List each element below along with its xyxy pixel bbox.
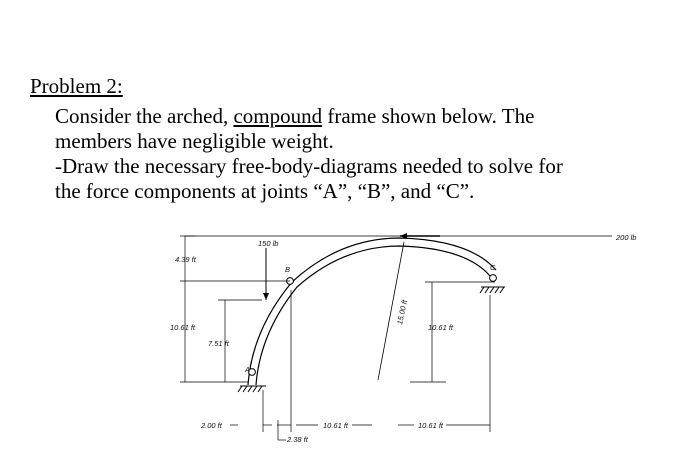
- dim-radius: 15.00 ft: [395, 299, 410, 326]
- dim-base-mid: 10.61 ft: [323, 421, 349, 430]
- bottom-dimension-lines: [230, 290, 490, 440]
- dim-top-height: 4.39 ft: [175, 255, 196, 264]
- arch-member: [248, 238, 496, 385]
- left-dimension-lines: [180, 236, 290, 382]
- statement-line-3: -Draw the necessary free-body-diagrams needed to solve for: [55, 154, 563, 178]
- pin-c: [490, 275, 497, 282]
- ground-support-c: [480, 287, 505, 293]
- dim-base-offset: 2.38 ft: [287, 435, 308, 444]
- label-a: A: [244, 365, 250, 374]
- ground-support-a: [238, 386, 266, 392]
- problem-title: Problem 2:: [30, 74, 123, 98]
- statement-line-2: members have negligible weight.: [55, 129, 334, 153]
- label-c: C: [490, 263, 496, 272]
- statement-text: frame shown below. The: [322, 104, 535, 128]
- load-200-label: 200 lb: [616, 233, 637, 242]
- dim-left-height: 10.61 ft: [170, 323, 196, 332]
- dim-base-right: 10.61 ft: [418, 421, 444, 430]
- dim-base-left: 2.00 ft: [201, 421, 222, 430]
- underlined-word: compound: [233, 104, 323, 128]
- label-b: B: [285, 265, 291, 274]
- right-dimension-lines: [410, 282, 495, 382]
- dim-right-height: 10.61 ft: [428, 323, 454, 332]
- load-150-label: 150 lb: [258, 239, 279, 248]
- dim-lower-height: 7.51 ft: [208, 339, 229, 348]
- statement-line-4: the force components at joints “A”, “B”, and “C”.: [55, 179, 475, 203]
- statement-text: Consider the arched,: [55, 104, 234, 128]
